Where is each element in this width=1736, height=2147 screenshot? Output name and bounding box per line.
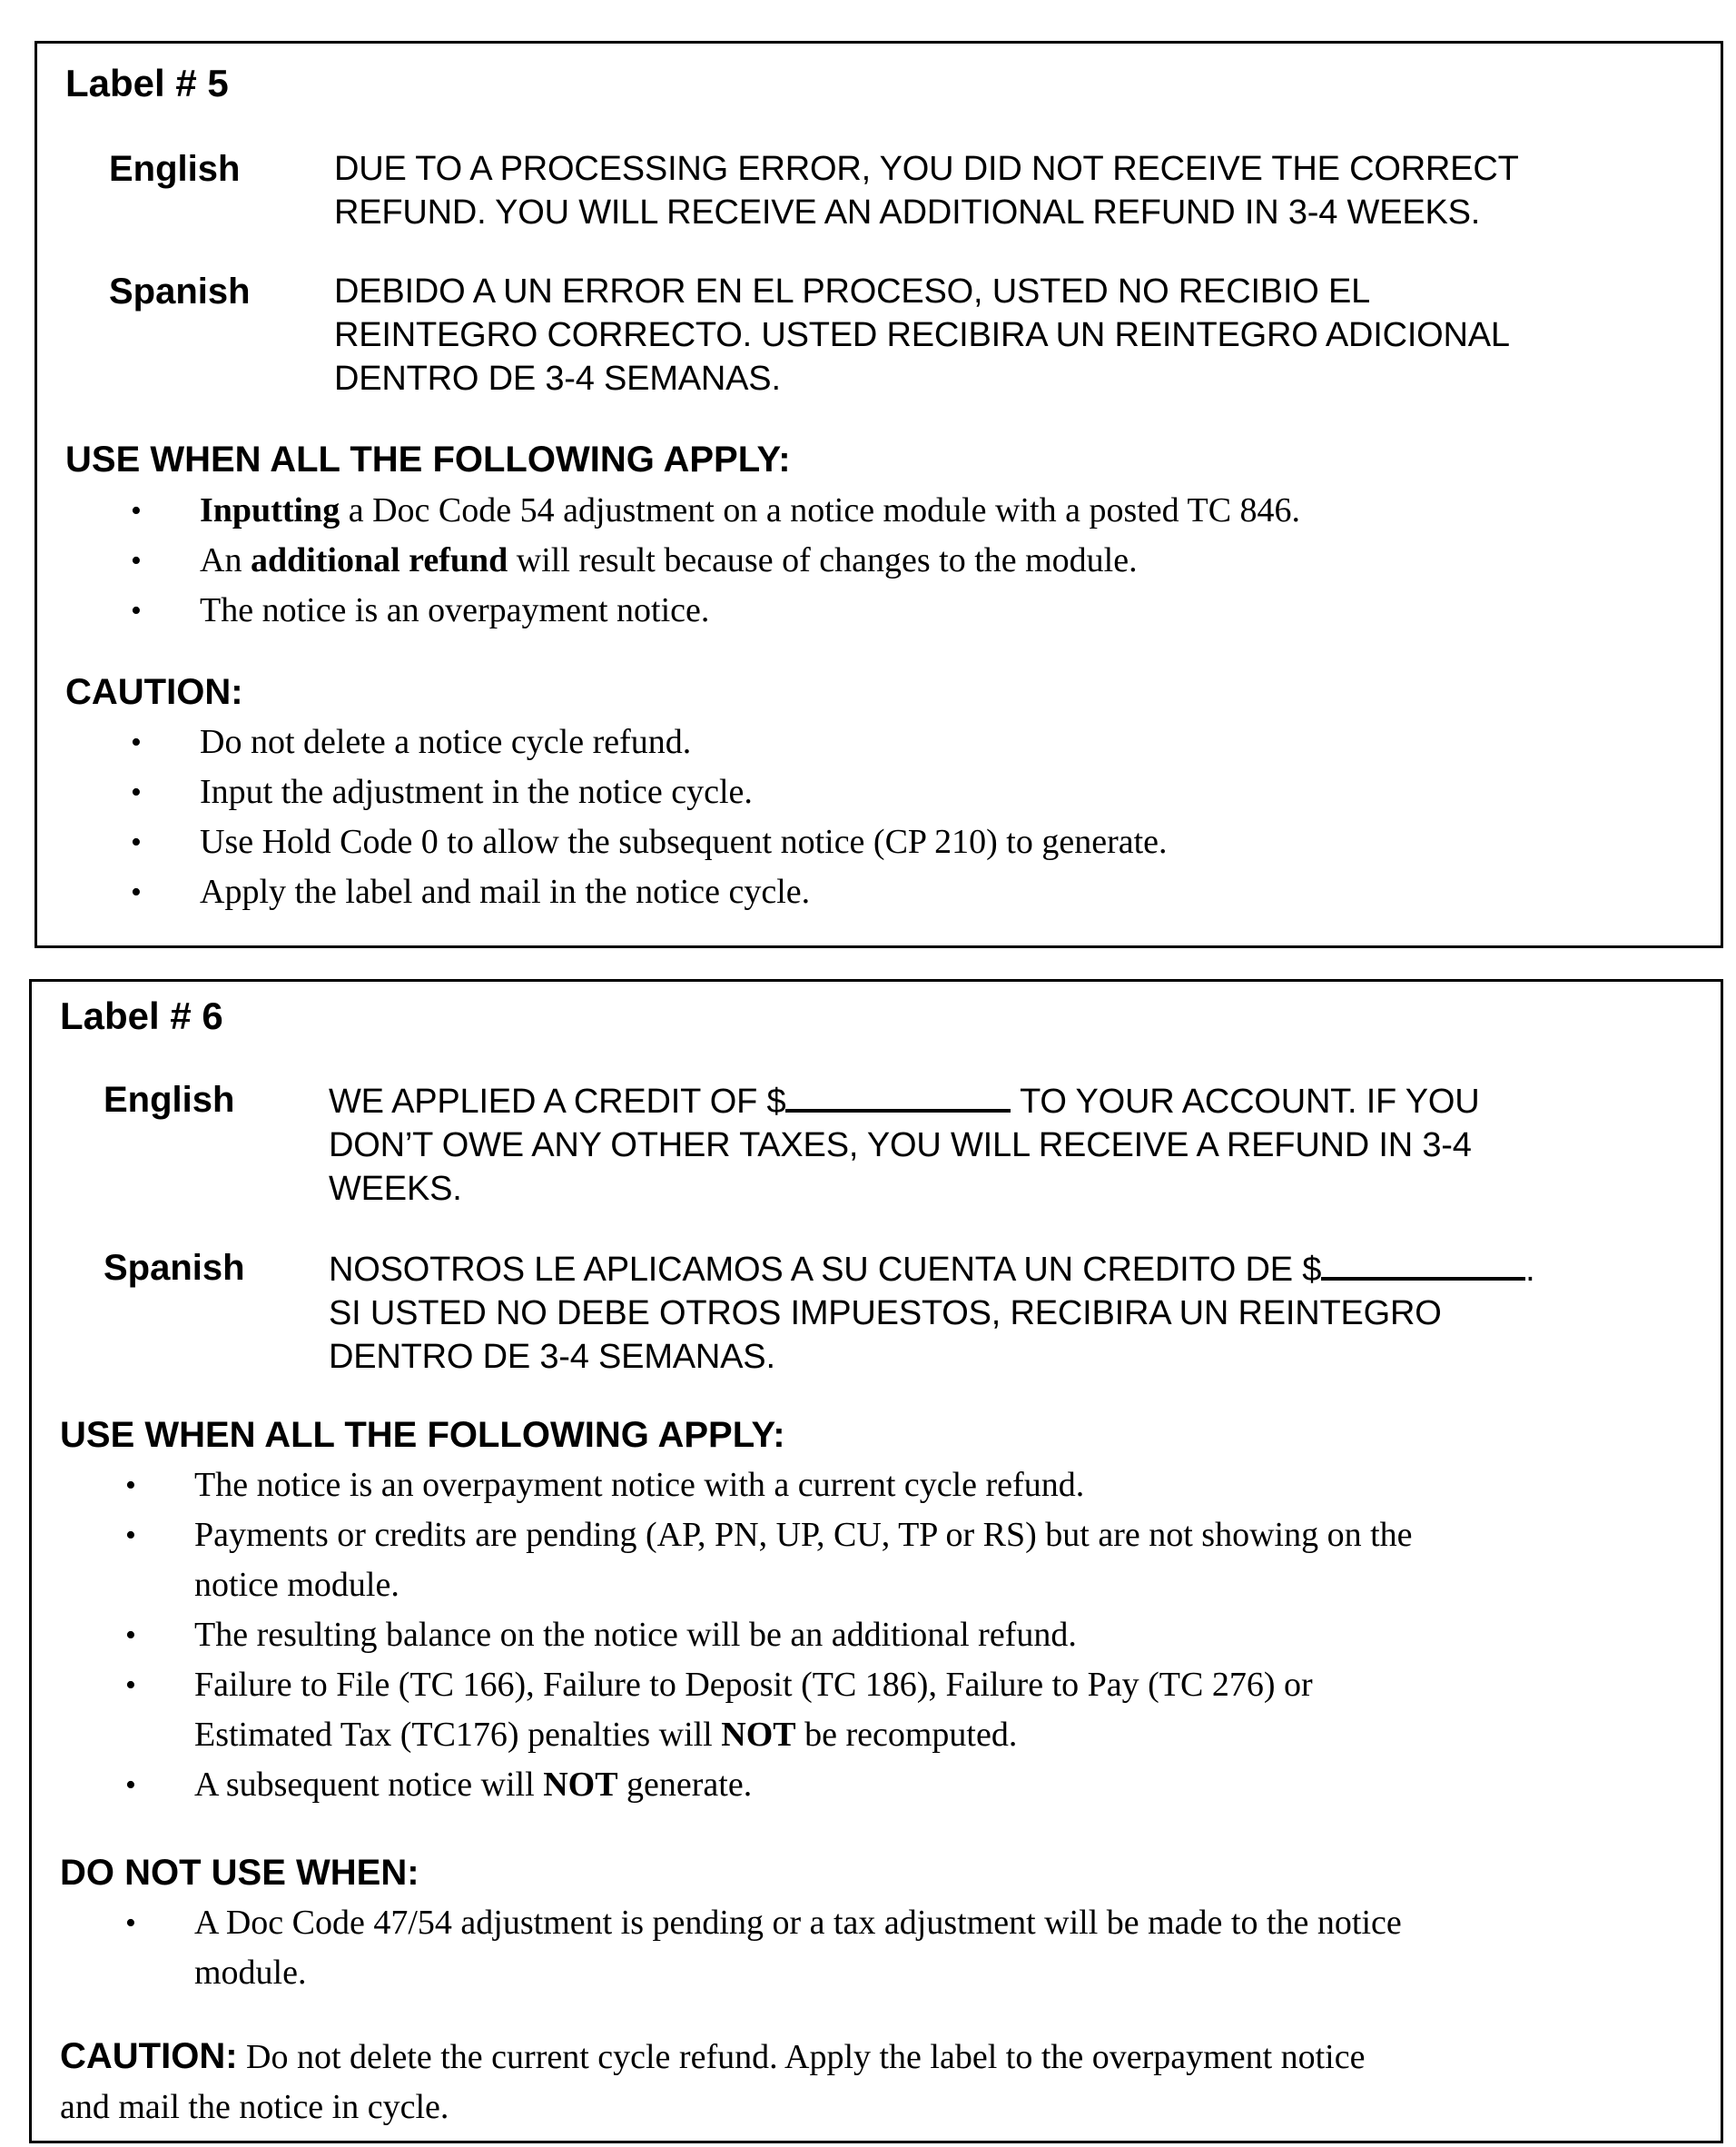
list-item: • A Doc Code 47/54 adjustment is pending or a tax adjustment will be made to the notice module. — [194, 1898, 1402, 1998]
bullet-icon: • — [125, 1469, 136, 1502]
label-5-spanish-label: Spanish — [109, 272, 251, 312]
bullet-icon: • — [131, 826, 142, 859]
label-5-title: Label # 5 — [65, 62, 229, 104]
list-item: • The resulting balance on the notice will be an additional refund. — [194, 1610, 1413, 1660]
label-6-do-not-use-list — [125, 1898, 1402, 1998]
list-item: • Inputting a Doc Code 54 adjustment on a notice module with a posted TC 846. — [200, 486, 1300, 536]
caution-text: Do not delete the current cycle refund. Apply the label to the overpayment notice — [237, 2038, 1366, 2076]
spanish-line: NOSOTROS LE APLICAMOS A SU CUENTA UN CREDITO DE $ . — [329, 1246, 1535, 1291]
bullet-icon: • — [131, 876, 142, 909]
english-line: WE APPLIED A CREDIT OF $ TO YOUR ACCOUNT. IF YOU — [329, 1078, 1480, 1123]
label-6-use-when-heading: USE WHEN ALL THE FOLLOWING APPLY: — [60, 1415, 785, 1455]
bullet-icon: • — [125, 1519, 136, 1552]
label-6-spanish-text — [329, 1246, 1535, 1379]
label-6-caution — [60, 2032, 1365, 2132]
caution-text: and mail the notice in cycle. — [60, 2088, 449, 2126]
label-5-english-text — [334, 147, 1519, 234]
label-5-caution-heading: CAUTION: — [65, 672, 243, 712]
label-6-do-not-use-heading: DO NOT USE WHEN: — [60, 1853, 419, 1893]
list-item: • The notice is an overpayment notice with a current cycle refund. — [194, 1460, 1413, 1510]
label-6-english-text — [329, 1078, 1480, 1211]
label-5-caution-list — [131, 717, 1168, 917]
list-item: • Payments or credits are pending (AP, PN, UP, CU, TP or RS) but are not showing on the notice module. — [194, 1510, 1413, 1610]
label-6-spanish-label: Spanish — [104, 1248, 245, 1288]
english-line: DUE TO A PROCESSING ERROR, YOU DID NOT RECEIVE THE CORRECT — [334, 150, 1519, 188]
spanish-line: DEBIDO A UN ERROR EN EL PROCESO, USTED NO RECIBIO EL — [334, 272, 1371, 311]
bullet-icon: • — [125, 1668, 136, 1702]
label-6-caution-heading: CAUTION: — [60, 2036, 238, 2076]
list-item: • Do not delete a notice cycle refund. — [200, 717, 1168, 767]
list-item: • Failure to File (TC 166), Failure to Deposit (TC 186), Failure to Pay (TC 276) or Estimated Tax (TC176) penalties will NOT be recomputed. — [194, 1660, 1413, 1760]
label-5-spanish-text — [334, 270, 1510, 401]
list-item: • The notice is an overpayment notice. — [200, 586, 1300, 636]
bullet-icon: • — [125, 1768, 136, 1802]
list-item: • Use Hold Code 0 to allow the subsequent notice (CP 210) to generate. — [200, 817, 1168, 867]
label-6-use-when-list — [125, 1460, 1413, 1810]
bullet-icon: • — [131, 544, 142, 578]
english-line: REFUND. YOU WILL RECEIVE AN ADDITIONAL REFUND IN 3-4 WEEKS. — [334, 193, 1481, 232]
label-5-use-when-heading: USE WHEN ALL THE FOLLOWING APPLY: — [65, 440, 791, 480]
label-5-english-label: English — [109, 149, 241, 189]
label-6-english-label: English — [104, 1080, 235, 1120]
english-line: DON’T OWE ANY OTHER TAXES, YOU WILL RECEIVE A REFUND IN 3-4 — [329, 1126, 1472, 1164]
bullet-icon: • — [131, 594, 142, 628]
list-item: • Apply the label and mail in the notice cycle. — [200, 867, 1168, 917]
spanish-line: SI USTED NO DEBE OTROS IMPUESTOS, RECIBIRA UN REINTEGRO — [329, 1294, 1442, 1332]
credit-amount-blank — [785, 1078, 1011, 1113]
bullet-icon: • — [131, 776, 142, 809]
english-line: WEEKS. — [329, 1170, 462, 1208]
bullet-icon: • — [131, 494, 142, 528]
label-5-use-when-list — [131, 486, 1301, 636]
list-item: • A subsequent notice will NOT generate. — [194, 1760, 1413, 1810]
spanish-line: DENTRO DE 3-4 SEMANAS. — [329, 1338, 775, 1376]
label-6-title: Label # 6 — [60, 994, 223, 1037]
credit-amount-blank — [1321, 1246, 1525, 1281]
bullet-icon: • — [131, 726, 142, 759]
spanish-line: DENTRO DE 3-4 SEMANAS. — [334, 360, 781, 398]
bullet-icon: • — [125, 1618, 136, 1652]
spanish-line: REINTEGRO CORRECTO. USTED RECIBIRA UN REINTEGRO ADICIONAL — [334, 316, 1510, 354]
bullet-icon: • — [125, 1906, 136, 1940]
list-item: • An additional refund will result because of changes to the module. — [200, 536, 1300, 586]
list-item: • Input the adjustment in the notice cycle. — [200, 767, 1168, 817]
